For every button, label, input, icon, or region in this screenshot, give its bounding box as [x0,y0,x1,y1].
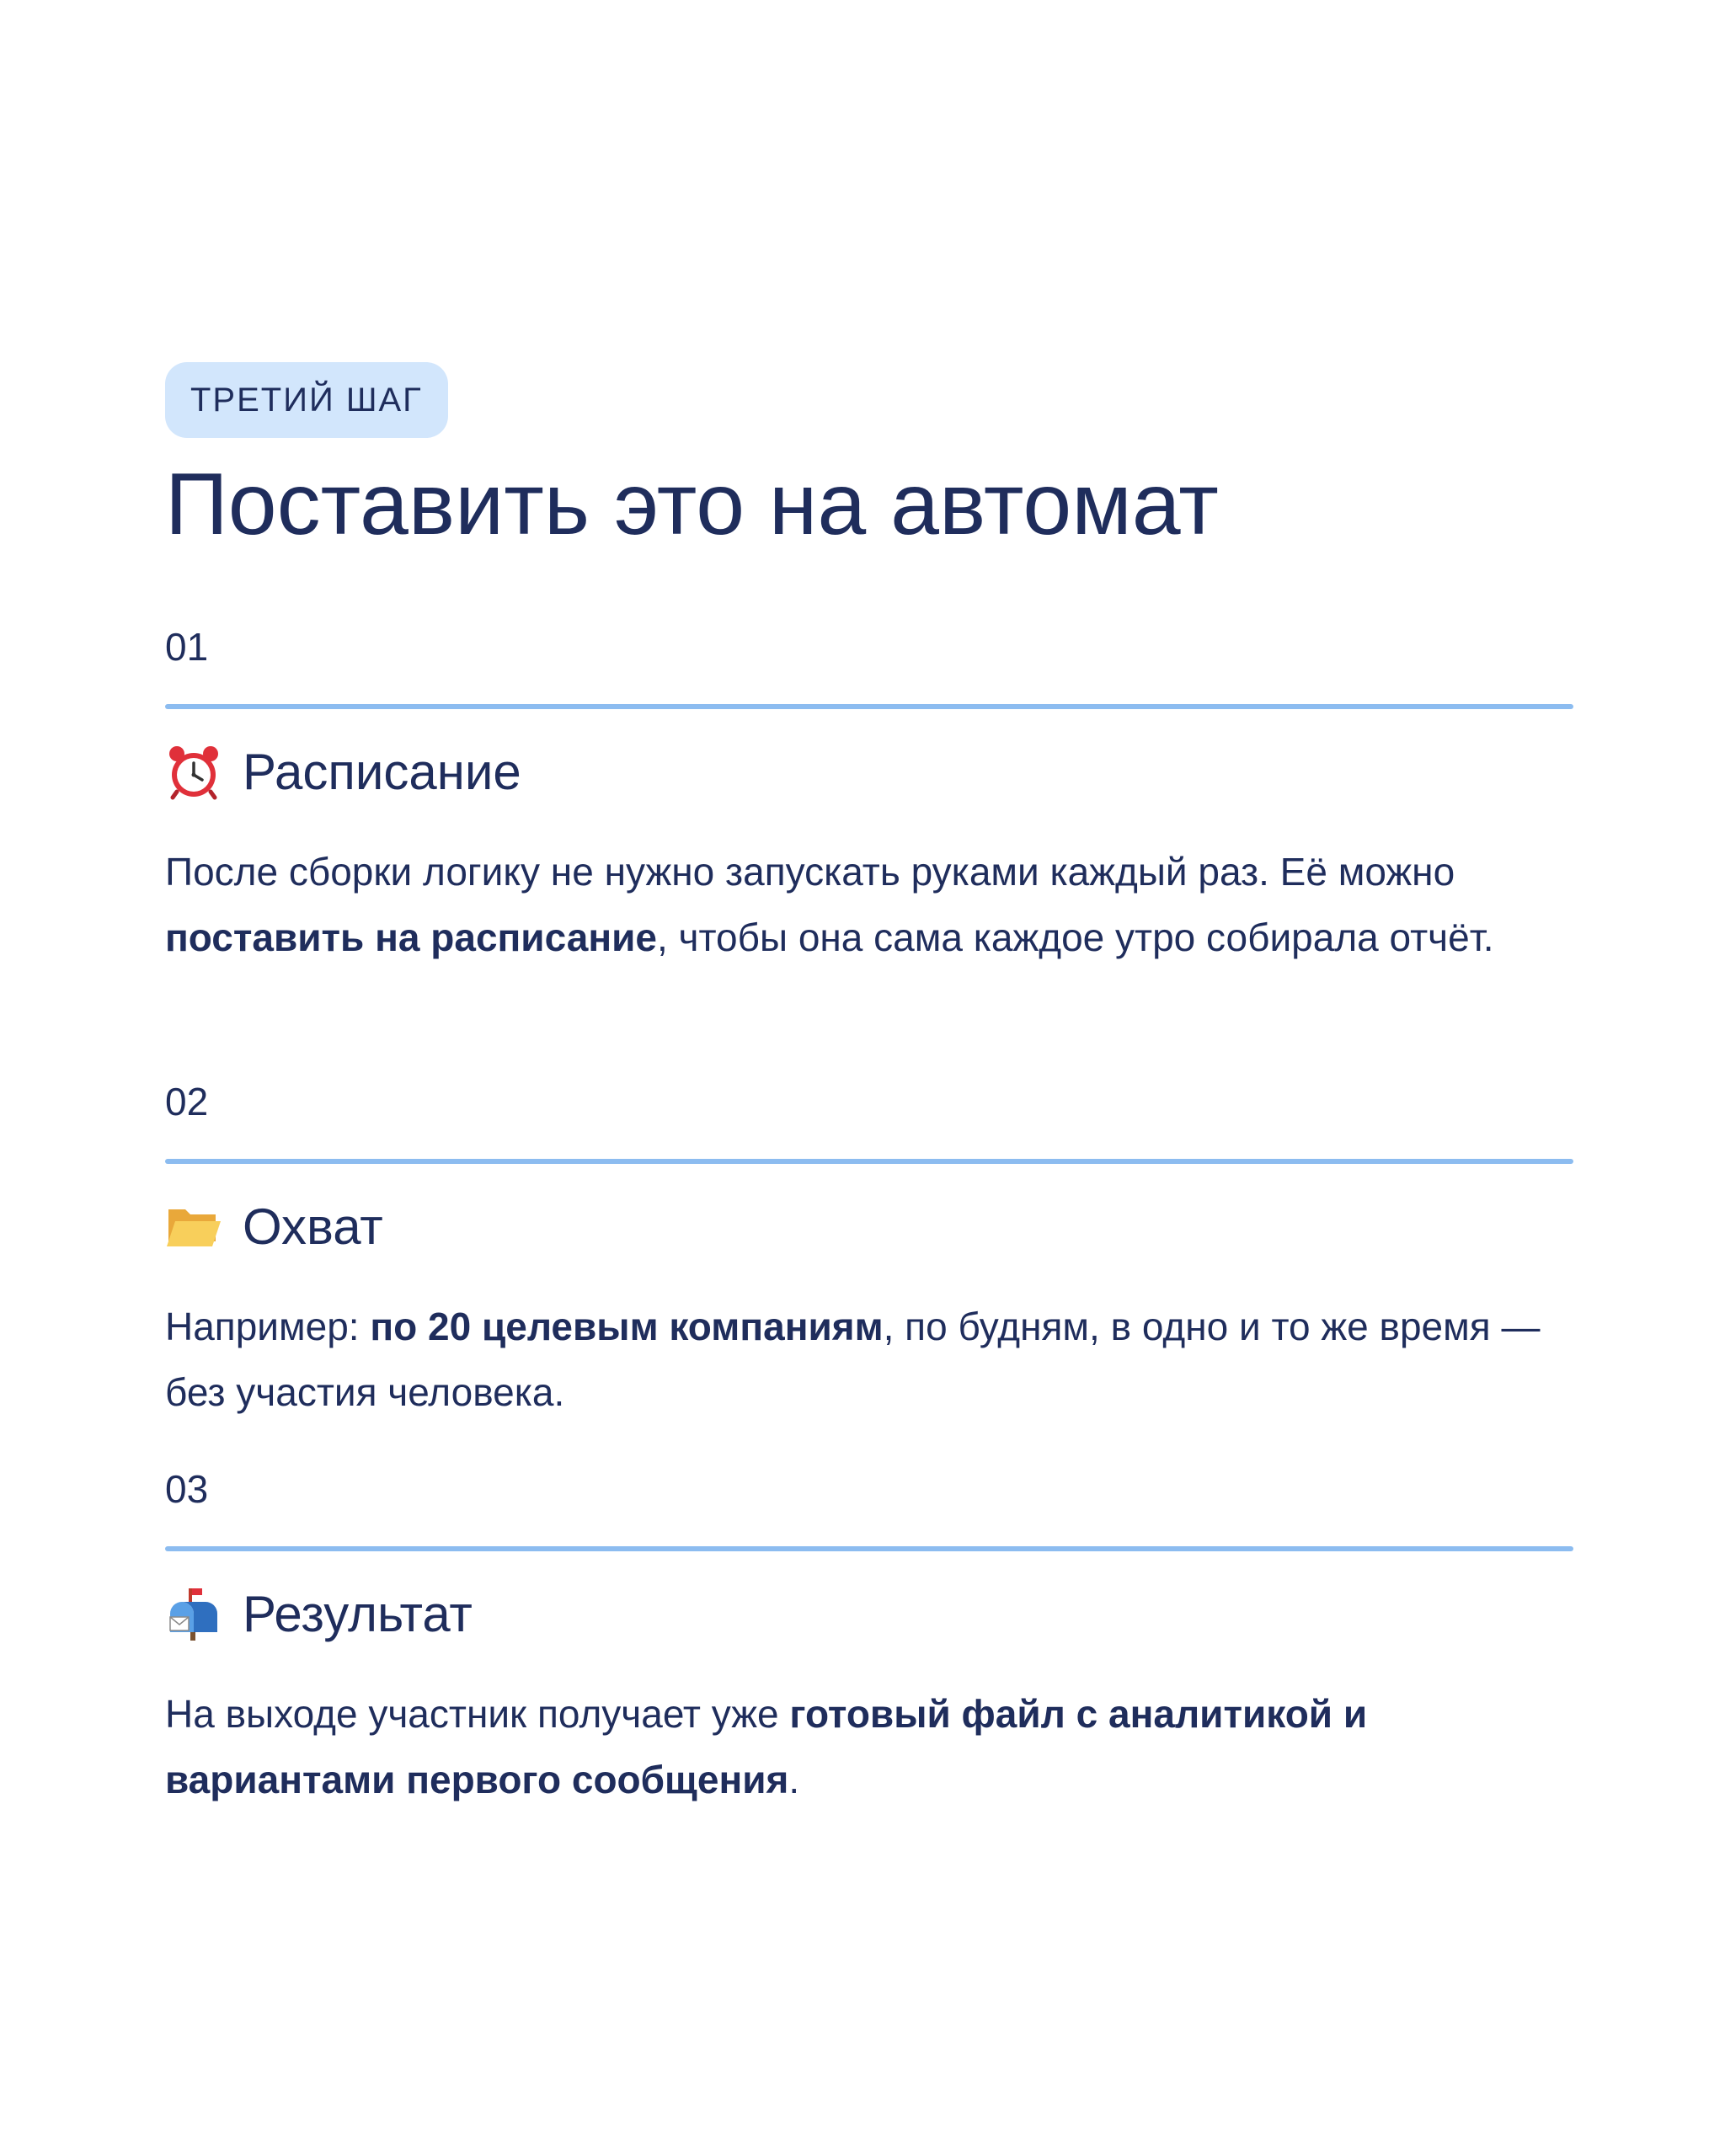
section-heading-text: Расписание [243,743,521,800]
body-emphasis: готовый файл с аналитикой и вариантами первого сообщения [165,1692,1368,1801]
section-body [165,1681,1573,1812]
section-coverage [165,1078,1573,1425]
open-folder-icon [165,1198,222,1255]
section-heading-text: Результат [243,1585,473,1642]
body-text-run: Например: [165,1305,371,1348]
section-number: 01 [165,625,209,669]
section-heading [165,738,1573,805]
section-divider [165,1546,1573,1551]
section-heading [165,1193,1573,1260]
page-title: Поставить это на автомат [165,456,1219,553]
step-badge-label: ТРЕТИЙ ШАГ [190,381,423,419]
section-number: 03 [165,1467,209,1511]
section-schedule [165,623,1573,970]
section-divider [165,704,1573,709]
body-text-run: . [788,1758,800,1801]
step-badge [165,362,448,438]
section-result [165,1465,1573,1812]
mailbox-with-mail-icon [165,1585,222,1642]
body-text-run: , чтобы она сама каждое утро собирала отчёт. [656,915,1494,959]
body-text-run: На выходе участник получает уже [165,1692,790,1736]
section-heading-text: Охват [243,1198,383,1255]
body-emphasis: поставить на расписание [165,915,657,959]
section-divider [165,1159,1573,1164]
body-emphasis: по 20 целевым компаниям [370,1305,884,1348]
section-number: 02 [165,1080,209,1123]
section-heading [165,1580,1573,1647]
section-body [165,1294,1573,1425]
body-text-run: После сборки логику не нужно запускать руками каждый раз. Её можно [165,850,1455,894]
section-body [165,839,1573,970]
alarm-clock-icon [165,743,222,800]
body-text-run: , по будням, в одно и то же время — без участия человека. [165,1305,1541,1414]
